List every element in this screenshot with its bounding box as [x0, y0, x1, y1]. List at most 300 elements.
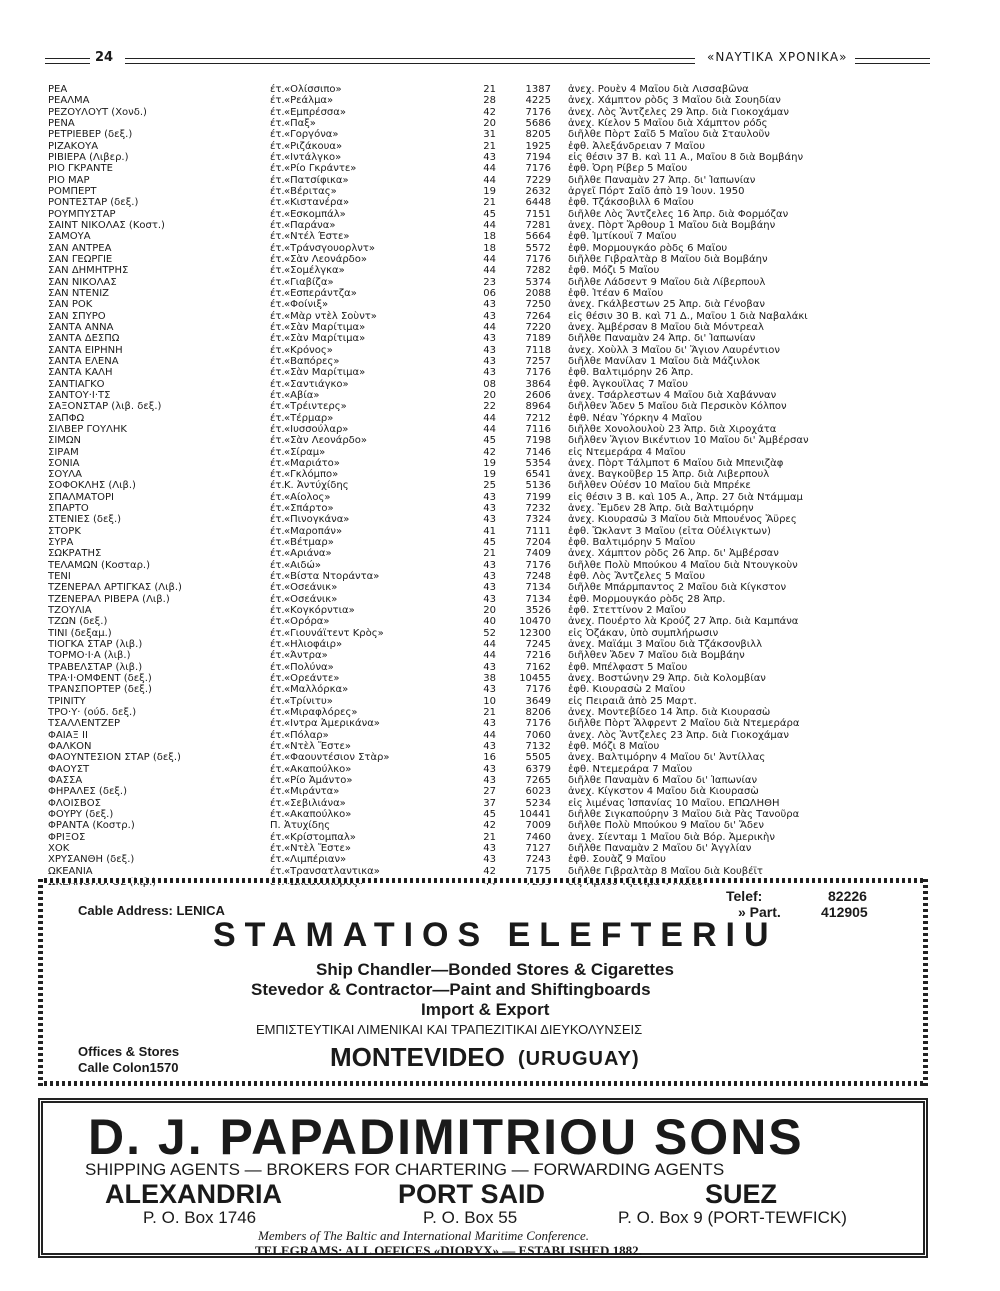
gross-tonnage: 8964	[525, 401, 551, 413]
table-row	[48, 118, 908, 129]
year-abbrev: έτ.	[270, 469, 285, 481]
gross-tonnage: 7151	[525, 208, 551, 220]
ship-age: 44	[483, 174, 496, 186]
ship-age: 22	[483, 401, 496, 413]
movement-note: ἀνεχ. Χάμπτον ρὸδς 3 Μαΐου διὰ Σουηδίαν	[568, 95, 781, 107]
ship-operator-name: ΣΟΝΙΑ	[48, 457, 80, 469]
gross-tonnage: 5354	[525, 457, 551, 469]
movement-note: διῆλθε Λὸς Ἄντζελες 16 Ἀπρ. διὰ Φορμόζαν	[568, 208, 789, 220]
year-abbrev: έτ.	[270, 219, 285, 231]
movement-note: ἐφθ. Μορμουγκάο ρὸδς 28 Ἀπρ.	[568, 593, 726, 605]
table-row	[48, 764, 908, 775]
table-row	[48, 288, 908, 299]
gross-tonnage: 7176	[525, 367, 551, 379]
ship-age: 21	[483, 197, 496, 209]
gross-tonnage: 7248	[525, 571, 551, 583]
ship-operator-name: ΡΙΒΙΕΡΑ (Λιβερ.)	[48, 151, 129, 163]
movement-note: διῆλθε Παναμὰν 2 Μαΐου δι' Ἀγγλίαν	[568, 842, 752, 854]
ship-operator-name: ΡΕΖΟΥΛΟΥΤ (Χονδ.)	[48, 106, 147, 118]
table-row	[48, 684, 908, 695]
ship-operator-name: ΣΑΝΤΑ ΑΝΝΑ	[48, 321, 114, 333]
movement-note: ἐφθ. Ἀλεξάνδρειαν 7 Μαΐου	[568, 140, 706, 152]
ship-name: «Σὰν Μαρίτιμα»	[284, 321, 366, 333]
gross-tonnage: 10455	[519, 673, 551, 685]
ship-age: 16	[483, 752, 496, 764]
ship-name: «Τέρμαρ»	[284, 412, 334, 424]
movement-note: ἀνεχ. Ἀμβέρσαν 8 Μαΐου διὰ Μόντρεαλ	[568, 321, 764, 333]
ship-age: 43	[483, 151, 496, 163]
year-abbrev: έτ.	[270, 457, 285, 469]
gross-tonnage: 7060	[525, 729, 551, 741]
year-abbrev: έτ.	[270, 174, 285, 186]
ship-name: «Ιυσσούλαρ»	[284, 423, 349, 435]
gross-tonnage: 7118	[525, 344, 551, 356]
ship-name: «Μιραφλόρες»	[284, 707, 358, 719]
gross-tonnage: 10441	[519, 809, 551, 820]
ship-operator-name: ΤΖΕΝΕΡΑΛ ΑΡΤΙΓΚΑΣ (Λιβ.)	[48, 582, 182, 594]
table-row	[48, 175, 908, 186]
ship-name: «Τράνσγουορλντ»	[284, 242, 376, 254]
ship-age: 31	[483, 129, 496, 141]
ship-age: 23	[483, 276, 496, 288]
movement-note: ἀνεχ. Πὸρτ Ἄρθουρ 1 Μαΐου διὰ Βομβάην	[568, 219, 776, 231]
gross-tonnage: 3649	[525, 695, 551, 707]
table-row	[48, 424, 908, 435]
ship-operator-name: ΣΟΦΟΚΛΗΣ (Λιβ.)	[48, 480, 136, 492]
movement-note: εἰς θέσιν 3 Β. καὶ 105 Α., Ἀπρ. 27 διὰ Ντάμμαμ	[568, 491, 803, 503]
table-row	[48, 650, 908, 661]
header-rule-left	[45, 58, 90, 64]
ship-operator-name: ΣΑΝ ΝΙΚΟΛΑΣ	[48, 276, 117, 288]
ship-operator-name: ΤΟΡΜΟ·Ι·Α (λιβ.)	[48, 650, 131, 662]
ship-age: 41	[483, 525, 496, 537]
table-row	[48, 254, 908, 265]
gross-tonnage: 7324	[525, 514, 551, 526]
year-abbrev: έτ.	[270, 208, 285, 220]
ship-age: 43	[483, 344, 496, 356]
ship-name: «Τρανσατλαντικα»	[284, 865, 380, 877]
movement-note: ἐφθ. Ντεμεράρα 7 Μαΐου	[568, 763, 693, 775]
year-abbrev: έτ.	[270, 106, 285, 118]
ship-name: «Αιδώ»	[284, 559, 321, 571]
ship-operator-name: ΤΖΕΝΕΡΑΛ ΡΙΒΕΡΑ (Λιβ.)	[48, 593, 170, 605]
table-row	[48, 345, 908, 356]
ship-age: 43	[483, 367, 496, 379]
year-abbrev: έτ.	[270, 854, 285, 866]
year-abbrev: έτ.	[270, 582, 285, 594]
ship-name: «Ολίσσιπο»	[284, 84, 342, 95]
year-abbrev: έτ.	[270, 299, 285, 311]
year-abbrev: έτ.	[270, 287, 285, 299]
ship-movements-table	[48, 84, 908, 888]
year-abbrev: έτ.	[270, 242, 285, 254]
gross-tonnage: 7194	[525, 151, 551, 163]
city-alexandria: ALEXANDRIA	[105, 1179, 283, 1209]
ship-name: «Σὰν Μαρίτιμα»	[284, 333, 366, 345]
table-row	[48, 616, 908, 627]
ship-operator-name: ΣΤΟΡΚ	[48, 525, 81, 537]
ship-age: 10	[483, 695, 496, 707]
ship-operator-name: ΣΑΝ ΝΤΕΝΙΖ	[48, 287, 110, 299]
gross-tonnage: 7281	[525, 219, 551, 231]
movement-note: διῆλθε Γιβραλτὰρ 8 Μαΐου διὰ Βομβάην	[568, 253, 768, 265]
ship-age: 43	[483, 661, 496, 673]
page-number: 24	[95, 50, 114, 65]
ship-operator-name: ΤΡΑΝΣΠΟΡΤΕΡ (δεξ.)	[48, 684, 152, 696]
ship-name: «Ηλιοφάιρ»	[284, 639, 343, 651]
ship-operator-name: ΣΑΝΤΟΥ·Ι·ΤΣ	[48, 389, 111, 401]
gross-tonnage: 7116	[525, 423, 551, 435]
table-row	[48, 786, 908, 797]
gross-tonnage: 7204	[525, 537, 551, 549]
gross-tonnage: 1387	[525, 84, 551, 95]
gross-tonnage: 7111	[525, 525, 551, 537]
year-abbrev: έτ.	[270, 480, 285, 492]
ship-name: «Ντὲλ Ἔστε»	[284, 842, 351, 854]
year-abbrev: έτ.	[270, 627, 285, 639]
year-abbrev: έτ.	[270, 151, 285, 163]
table-row	[48, 220, 908, 231]
part-number: 412905	[821, 904, 868, 920]
movement-note: ἐφθ. Σουὰζ 9 Μαΐου	[568, 854, 666, 866]
ship-age: 44	[483, 639, 496, 651]
movement-note: ἀνεχ. Πὸρτ Τάλμποτ 6 Μαΐου διὰ Μπενιζὰφ	[568, 457, 784, 469]
ship-operator-name: ΤΡΑΒΕΛΣΤΑΡ (λιβ.)	[48, 661, 143, 673]
ship-age: 44	[483, 265, 496, 277]
movement-note: ἐφθ. Λὸς Ἄντζελες 5 Μαΐου	[568, 571, 706, 583]
gross-tonnage: 7176	[525, 718, 551, 730]
table-row	[48, 707, 908, 718]
table-row	[48, 480, 908, 491]
table-row	[48, 107, 908, 118]
movement-note: ἀνεχ. Βαγκοῦβερ 15 Ἀπρ. διὰ Λιβερπουλ	[568, 469, 770, 481]
table-row	[48, 197, 908, 208]
movement-note: διῆλθεν Οὐέσν 10 Μαΐου διὰ Μπρέκε	[568, 480, 751, 492]
ship-age: 28	[483, 95, 496, 107]
year-abbrev: έτ.	[270, 865, 285, 877]
ship-name: «Εσπεράντζα»	[284, 287, 357, 299]
table-row	[48, 163, 908, 174]
ship-age: 52	[483, 627, 496, 639]
year-abbrev: έτ.	[270, 673, 285, 685]
movement-note: διῆλθε Παναμὰν 6 Μαΐου δι' Ἰαπωνίαν	[568, 775, 758, 787]
year-abbrev: έτ.	[270, 729, 285, 741]
ship-name: «Σπάρτο»	[284, 503, 334, 515]
movement-note: ἀνεχ. Μαϊάμι 3 Μαΐου διὰ Τζάκσονβιλλ	[568, 639, 763, 651]
ship-name: «Γκλόμπο»	[284, 469, 339, 481]
gross-tonnage: 7265	[525, 775, 551, 787]
ship-name: «Παράνα»	[284, 219, 336, 231]
ship-operator-name: ΦΑΛΚΟΝ	[48, 741, 92, 753]
gross-tonnage: 4225	[525, 95, 551, 107]
ship-operator-name: ΣΥΡΑ	[48, 537, 74, 549]
movement-note: ἀνεχ. Κιουρασὼ 3 Μαΐου διὰ Μπουένος Ἄϋρες	[568, 514, 797, 526]
ship-name: «Βίστα Ντοράντα»	[284, 571, 380, 583]
ship-age: 45	[483, 208, 496, 220]
year-abbrev: έτ.	[270, 310, 285, 322]
movement-note: διῆλθε Πὸρτ Ἄλφρεντ 2 Μαΐου διὰ Ντεμεράρα	[568, 718, 800, 730]
ship-age: 44	[483, 650, 496, 662]
table-row	[48, 628, 908, 639]
ship-name: «Τρίνιτυ»	[284, 695, 333, 707]
table-row	[48, 809, 908, 820]
movement-note: ἀνεχ. Κίελον 5 Μαΐου διὰ Χάμπτον ρόδς	[568, 117, 768, 129]
gross-tonnage: 7264	[525, 310, 551, 322]
ship-age: 19	[483, 185, 496, 197]
movement-note: ἐφθ. Βαλτιμόρην 26 Ἀπρ.	[568, 367, 694, 379]
ship-age: 43	[483, 593, 496, 605]
ad-greek-line: ΕΜΠΙΣΤΕΥΤΙΚΑΙ ΛΙΜΕΝΙΚΑΙ ΚΑΙ ΤΡΑΠΕΖΙΤΙΚΑΙ ΔΙΕΥΚΟΛΥΝΣΕΙΣ	[256, 1022, 643, 1037]
movement-note: εἰς θέσιν 30 Β. καὶ 71 Δ., Μαΐου 1 διὰ Ναβαλάκι	[568, 310, 808, 322]
gross-tonnage: 7134	[525, 582, 551, 594]
gross-tonnage: 5234	[525, 797, 551, 809]
movement-note: διῆλθε Μπάρμπαντος 2 Μαΐου διὰ Κίγκστον	[568, 582, 787, 594]
ship-name: «Φοίνιξ»	[284, 299, 329, 311]
ship-operator-name: ΦΡΑΝΤΑ (Κοστρ.)	[48, 820, 135, 832]
ship-operator-name: ΤΖΩΝ (δεξ.)	[48, 616, 108, 628]
table-row	[48, 367, 908, 378]
ship-operator-name: ΡΙΟ ΜΑΡ	[48, 174, 90, 186]
telef-label: Telef:	[726, 888, 763, 904]
offices-line-2: Calle Colon1570	[78, 1060, 179, 1075]
ship-age: 43	[483, 333, 496, 345]
year-abbrev: έτ.	[270, 718, 285, 730]
ship-operator-name: ΣΤΕΝΙΕΣ (δεξ.)	[48, 514, 122, 526]
table-row	[48, 209, 908, 220]
movement-note: διῆλθε Σιγκαπούρην 3 Μαΐου διὰ Ρὰς Τανοῦρα	[568, 809, 800, 820]
year-abbrev: έτ.	[270, 763, 285, 775]
year-abbrev: έτ.	[270, 321, 285, 333]
po-box-port-said: P. O. Box 55	[423, 1208, 518, 1227]
movement-note: διῆλθε Μανίλαν 1 Μαΐου διὰ Μάζινλοκ	[568, 355, 760, 367]
ship-age: 21	[483, 548, 496, 560]
part-label: » Part.	[738, 904, 781, 920]
ship-age: 08	[483, 378, 496, 390]
year-abbrev: έτ.	[270, 253, 285, 265]
ship-operator-name: ΡΟΝΤΕΣΤΑΡ (δεξ.)	[48, 197, 139, 209]
year-abbrev: έτ.	[270, 605, 285, 617]
table-row	[48, 741, 908, 752]
ship-name: «Σὰν Λεονάρδο»	[284, 435, 368, 447]
year-abbrev: έτ.	[270, 84, 285, 95]
ship-operator-name: ΡΙΟ ΓΚΡΑΝΤΕ	[48, 163, 113, 175]
year-abbrev: έτ.	[270, 163, 285, 175]
ship-operator-name: ΡΕΤΡΙΕΒΕΡ (δεξ.)	[48, 129, 133, 141]
year-abbrev: έτ.	[270, 355, 285, 367]
gross-tonnage: 7189	[525, 333, 551, 345]
gross-tonnage: 7245	[525, 639, 551, 651]
ship-name: «Βέριτας»	[284, 185, 337, 197]
gross-tonnage: 2088	[525, 287, 551, 299]
movement-note: εἰς Ντεμεράρα 4 Μαΐου	[568, 446, 686, 458]
offices-line-1: Offices & Stores	[78, 1044, 180, 1059]
year-abbrev: έτ.	[270, 639, 285, 651]
movement-note: ἐφθ. Μόζι 5 Μαΐου	[568, 265, 660, 277]
company-name: D. J. PAPADIMITRIOU SONS	[88, 1109, 804, 1165]
ship-age: 40	[483, 616, 496, 628]
ship-name: «Εσκομπάλ»	[284, 208, 346, 220]
advert-papadimitriou-sons	[38, 1098, 928, 1258]
ship-age: 44	[483, 321, 496, 333]
ship-operator-name: ΡΟΥΜΠΥΣΤΑΡ	[48, 208, 116, 220]
ship-name: «Ρεάλμα»	[284, 95, 334, 107]
telegrams-line: TELEGRAMS: ALL OFFICES «DIORYX» — ESTABLISHED 1882.	[255, 1243, 642, 1258]
table-row	[48, 152, 908, 163]
ship-operator-name: ΦΑΟΥΣΤ	[48, 763, 90, 775]
year-abbrev: έτ.	[270, 503, 285, 515]
movement-note: ἐφθ. Μόζι 8 Μαΐου	[568, 741, 660, 753]
year-abbrev: έτ.	[270, 775, 285, 787]
ship-operator-name: ΧΟΚ	[48, 842, 70, 854]
ship-name: «Ρίο Ἀμάντο»	[284, 775, 353, 787]
year-abbrev: έτ.	[270, 559, 285, 571]
ship-operator-name: ΣΑΞΟΝΣΤΑΡ (λιβ. δεξ.)	[48, 401, 162, 413]
city: MONTEVIDEO	[330, 1042, 505, 1072]
ship-age: 42	[483, 865, 496, 877]
gross-tonnage: 5572	[525, 242, 551, 254]
gross-tonnage: 7176	[525, 684, 551, 696]
table-row	[48, 832, 908, 843]
ship-age: 37	[483, 797, 496, 809]
ship-name: «Κογκόρντια»	[284, 605, 355, 617]
table-row	[48, 820, 908, 831]
telef-number: 82226	[828, 888, 867, 904]
ship-age: 43	[483, 559, 496, 571]
table-row	[48, 311, 908, 322]
gross-tonnage: 8206	[525, 707, 551, 719]
table-row	[48, 548, 908, 559]
year-abbrev: έτ.	[270, 571, 285, 583]
ship-operator-name: ΤΙΟΓΚΑ ΣΤΑΡ (λιβ.)	[48, 639, 143, 651]
ship-name: «Γιαβίζα»	[284, 276, 334, 288]
table-row	[48, 469, 908, 480]
movement-note: ἐφθ. Ἰμτίκουϊ 7 Μαΐου	[568, 231, 677, 243]
year-abbrev: έτ.	[270, 231, 285, 243]
ship-operator-name: ΤΡΟ·Υ· (ούδ. δεξ.)	[48, 707, 137, 719]
ad-line-3: Import & Export	[421, 1000, 550, 1019]
gross-tonnage: 5505	[525, 752, 551, 764]
ship-name: «Ντὲλ Ἔστε»	[284, 741, 351, 753]
ship-age: 43	[483, 854, 496, 866]
ship-age: 21	[483, 84, 496, 95]
table-row	[48, 401, 908, 412]
ship-operator-name: ΣΑΜΟΥΑ	[48, 231, 91, 243]
ship-operator-name: ΤΡΑ·Ι·ΟΜΦΕΝΤ (δεξ.)	[48, 673, 152, 685]
ship-operator-name: ΣΑΝΤΑ ΕΛΕΝΑ	[48, 355, 119, 367]
movement-note: ἀνεχ. Γκάλβεστων 25 Ἀπρ. διὰ Γένοβαν	[568, 299, 765, 311]
ship-name: «Βαπόρες»	[284, 355, 340, 367]
ship-age: 44	[483, 219, 496, 231]
ship-name: «Πολύνα»	[284, 661, 334, 673]
gross-tonnage: 7162	[525, 661, 551, 673]
gross-tonnage: 2606	[525, 389, 551, 401]
ship-operator-name: ΣΑΝ ΣΠΥΡΟ	[48, 310, 106, 322]
gross-tonnage: 7409	[525, 548, 551, 560]
ship-age: 21	[483, 831, 496, 843]
ship-name: «Αριάνα»	[284, 548, 332, 560]
gross-tonnage: 7146	[525, 446, 551, 458]
po-box-suez: P. O. Box 9 (PORT-TEWFICK)	[618, 1208, 847, 1227]
ship-age: 43	[483, 571, 496, 583]
table-row	[48, 594, 908, 605]
table-row	[48, 141, 908, 152]
ship-operator-name: ΣΠΑΡΤΟ	[48, 503, 89, 515]
movement-note: διῆλθε Πολὺ Μπούκου 9 Μαΐου δι' Ἄδεν	[568, 820, 764, 832]
gross-tonnage: 5136	[525, 480, 551, 492]
ship-operator-name: ΡΙΖΑΚΟΥΑ	[48, 140, 99, 152]
year-abbrev: έτ.	[270, 265, 285, 277]
table-row	[48, 356, 908, 367]
year-abbrev: έτ.	[270, 276, 285, 288]
ship-name: «Οσεάνικ»	[284, 582, 338, 594]
ship-age: 20	[483, 389, 496, 401]
ship-name: «Λιμπέριαν»	[284, 854, 347, 866]
movement-note: ἐφθ. Ὤκλαντ 3 Μαΐου (εἶτα Οὐέλιγκτων)	[568, 525, 771, 537]
movement-note: ἀνεχ. Κίγκστον 4 Μαΐου διὰ Κιουρασὼ	[568, 786, 759, 798]
year-abbrev: έτ.	[270, 786, 285, 798]
ship-operator-name: ΡΕΑΛΜΑ	[48, 95, 90, 107]
ship-age: 20	[483, 605, 496, 617]
gross-tonnage: 1925	[525, 140, 551, 152]
movement-note: ἐφθ. Κιουρασὼ 2 Μαΐου	[568, 684, 686, 696]
ship-operator-name: ΣΠΑΛΜΑΤΟΡΙ	[48, 491, 114, 503]
ad-border-right	[923, 878, 928, 1086]
header-rule-middle	[125, 58, 695, 64]
year-abbrev: έτ.	[270, 117, 285, 129]
year-abbrev: έτ.	[270, 333, 285, 345]
advert-stamatios-elefteriu	[38, 878, 928, 1086]
year-abbrev: έτ.	[270, 593, 285, 605]
ship-operator-name: ΡΕΑ	[48, 84, 68, 95]
year-abbrev: έτ.	[270, 95, 285, 107]
movement-note: ἐφθ. Νέαν Ὑόρκην 4 Μαΐου	[568, 412, 703, 424]
ship-operator-name: ΣΑΠΦΩ	[48, 412, 85, 424]
ship-operator-name: ΦΗΡΑΛΕΣ (δεξ.)	[48, 786, 127, 798]
ship-name: «Ακαπούλκο»	[284, 809, 352, 820]
ship-name: «Σὰν Λεονάρδο»	[284, 253, 368, 265]
cable-address: Cable Address: LENICA	[78, 903, 225, 918]
ship-operator-name: ΣΑΝΤΑ ΔΕΣΠΩ	[48, 333, 120, 345]
ad-border-bottom	[38, 1081, 928, 1086]
ship-name: «Αίολος»	[284, 491, 331, 503]
gross-tonnage: 7134	[525, 593, 551, 605]
ship-age: 25	[483, 480, 496, 492]
magazine-title: «ΝΑΥΤΙΚΑ ΧΡΟΝΙΚΑ»	[707, 50, 848, 64]
table-row	[48, 333, 908, 344]
ship-name: «Οσεάνικ»	[284, 593, 338, 605]
ship-operator-name: ΡΕΝΑ	[48, 117, 75, 129]
po-box-alexandria: P. O. Box 1746	[143, 1208, 257, 1227]
ship-name: «Άντρα»	[284, 650, 328, 662]
table-row	[48, 639, 908, 650]
movement-note: ἀνεχ. Λὸς Ἄντζελες 23 Ἀπρ. διὰ Γιοκοχάμαν	[568, 729, 789, 741]
table-row	[48, 560, 908, 571]
ship-age: 21	[483, 140, 496, 152]
gross-tonnage: 5686	[525, 117, 551, 129]
table-row	[48, 129, 908, 140]
ship-name: «Μαριάτο»	[284, 457, 340, 469]
ship-operator-name: ΦΡΙΞΟΣ	[48, 831, 86, 843]
table-row	[48, 243, 908, 254]
ship-operator-name: ΦΟΥΡΥ (δεξ.)	[48, 809, 114, 820]
country: (URUGUAY)	[518, 1048, 640, 1070]
table-row	[48, 775, 908, 786]
year-abbrev: έτ.	[270, 809, 285, 820]
company-name: STAMATIOS ELEFTERIU	[213, 916, 778, 954]
ship-name: «Μιράντα»	[284, 786, 340, 798]
year-abbrev: έτ.	[270, 537, 285, 549]
table-row	[48, 322, 908, 333]
